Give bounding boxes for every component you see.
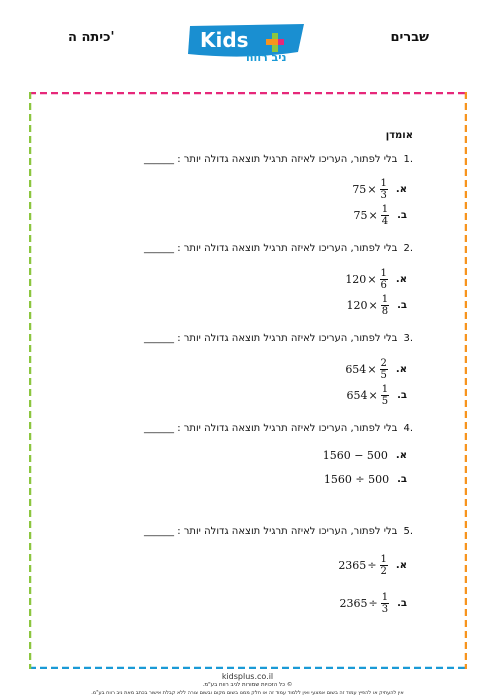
expression: 1560 − 500 bbox=[322, 448, 388, 462]
expression: 2365 ÷ $\frac{1}{3}$ bbox=[339, 591, 389, 615]
option-b bbox=[324, 466, 407, 492]
option-label: א. bbox=[395, 449, 407, 461]
expression: 1560 ÷ 500 bbox=[323, 472, 390, 486]
footer-copyright: © כל הזכויות שמורות לניב רווח בע"מ. bbox=[202, 682, 293, 688]
option-a bbox=[352, 176, 407, 202]
question-prompt: בלי לפתור, העריכו לאיזה תרגיל תוצאה גדולה יותר : ______ bbox=[144, 243, 398, 254]
option-label: א. bbox=[395, 363, 407, 375]
option-b bbox=[347, 292, 408, 318]
question-text bbox=[144, 154, 413, 165]
option-a bbox=[323, 442, 407, 468]
option-label: ב. bbox=[397, 473, 407, 485]
option-label: ב. bbox=[397, 299, 407, 311]
option-label: א. bbox=[395, 273, 407, 285]
option-label: א. bbox=[395, 183, 407, 195]
option-b bbox=[354, 202, 408, 228]
footer-url: kidsplus.co.il bbox=[221, 672, 274, 681]
grade-title: כיתה ה' bbox=[68, 30, 115, 45]
section-title: אומדן bbox=[385, 130, 413, 141]
option-a bbox=[345, 356, 407, 382]
option-b bbox=[340, 590, 408, 616]
svg-text:Kids: Kids bbox=[200, 28, 249, 52]
footer-disclaimer: אין להעתיק או להפיץ עמוד זה בשום אמצעי ואין ללמוד עמוד זה או חלק ממנו בשום מקום ובשום צורה ללא קבלת אישור בכתב מאת ניב רווח בע"מ. bbox=[91, 690, 404, 696]
expression: 2365 ÷ $\frac{1}{2}$ bbox=[338, 553, 387, 577]
option-label: ב. bbox=[397, 389, 407, 401]
question-text bbox=[144, 243, 413, 254]
question-prompt: בלי לפתור, העריכו לאיזה תרגיל תוצאה גדולה יותר : ______ bbox=[144, 526, 398, 537]
question-text bbox=[144, 333, 413, 344]
expression: 75 × $\frac{1}{4}$ bbox=[353, 203, 389, 227]
question-number: .3 bbox=[403, 333, 413, 344]
question-prompt: בלי לפתור, העריכו לאיזה תרגיל תוצאה גדולה יותר : ______ bbox=[144, 423, 398, 434]
expression: 120 × $\frac{1}{8}$ bbox=[346, 293, 389, 317]
question-prompt: בלי לפתור, העריכו לאיזה תרגיל תוצאה גדולה יותר : ______ bbox=[144, 333, 398, 344]
expression: 75 × $\frac{1}{3}$ bbox=[352, 177, 387, 201]
expression: 654 × $\frac{2}{5}$ bbox=[345, 357, 387, 381]
question-number: .1 bbox=[403, 154, 413, 165]
option-a bbox=[345, 266, 407, 292]
option-label: ב. bbox=[397, 209, 407, 221]
expression: 654 × $\frac{1}{5}$ bbox=[346, 383, 389, 407]
question-prompt: בלי לפתור, העריכו לאיזה תרגיל תוצאה גדולה יותר : ______ bbox=[144, 154, 398, 165]
option-label: ב. bbox=[397, 597, 407, 609]
option-a bbox=[338, 552, 407, 578]
logo-subtitle: ניב רווח bbox=[246, 51, 287, 64]
question-number: .2 bbox=[403, 243, 413, 254]
option-b bbox=[347, 382, 408, 408]
expression: 120 × $\frac{1}{6}$ bbox=[345, 267, 387, 291]
question-number: .5 bbox=[403, 526, 413, 537]
question-text bbox=[144, 526, 413, 537]
option-label: א. bbox=[395, 559, 407, 571]
question-number: .4 bbox=[403, 423, 413, 434]
question-text bbox=[144, 423, 413, 434]
subject-title: שברים bbox=[390, 30, 429, 45]
